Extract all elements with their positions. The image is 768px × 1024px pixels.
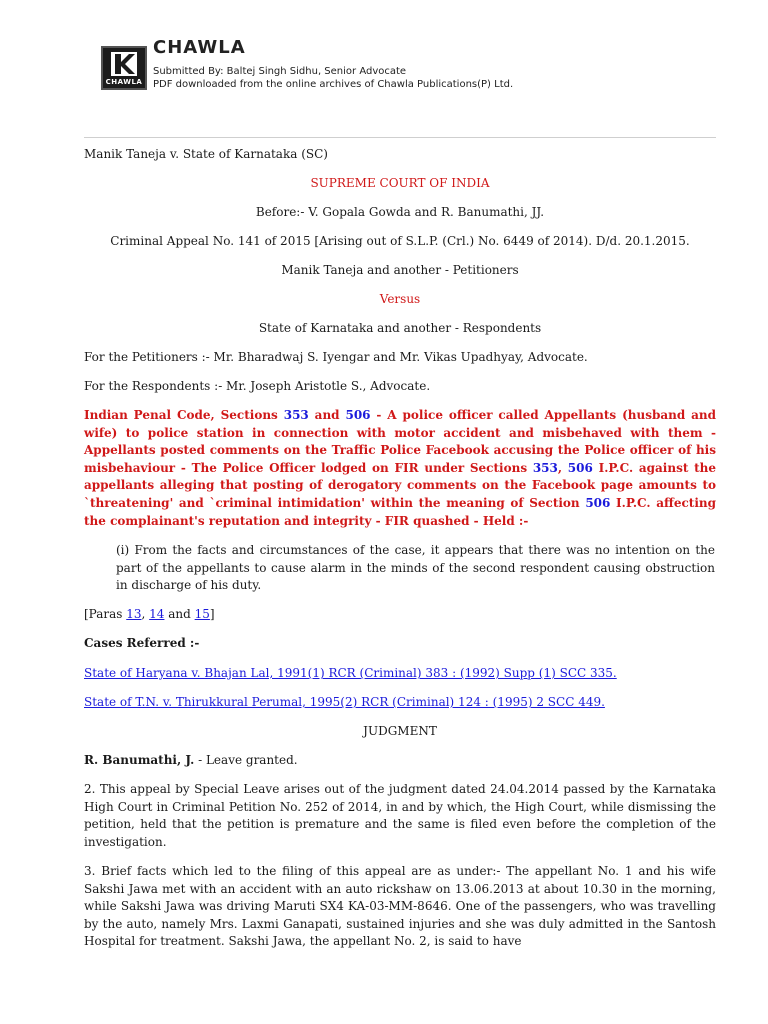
- respondents: State of Karnataka and another - Respondents: [258, 321, 542, 335]
- petitioners: Manik Taneja and another - Petitioners: [281, 263, 519, 277]
- appeal-number: Criminal Appeal No. 141 of 2015 [Arising out of S.L.P. (Crl.) No. 6449 of 2014). D/d. 20.1.2015.: [110, 234, 690, 248]
- case-referred-link: [84, 665, 716, 683]
- case-referred-link: [84, 694, 716, 712]
- para-link-13[interactable]: 13: [126, 607, 142, 621]
- header-divider: [84, 137, 716, 138]
- headnote: Indian Penal Code, Sections 353 and 506 - A police officer called Appellants (husband and wife) to police station in connection with motor accident and misbehaved with them - Appellants posted comments on the Traffic Police Facebook accusing the Police officer of his misbehaviour - The Police Officer lodged on FIR under Sections 353, 506 I.P.C. against the appellants alleging that posting of derogatory comments on the Facebook page amounts to `threatening' and `criminal intimidation' within the meaning of Section 506 I.P.C. affecting the complainant's reputation and integrity - FIR quashed - Held :-: [84, 408, 717, 528]
- judgment-opening: R. Banumathi, J. - Leave granted.: [84, 753, 298, 767]
- case-link-thirukkural-perumal[interactable]: State of T.N. v. Thirukkural Perumal, 1995(2) RCR (Criminal) 124 : (1995) 2 SCC 449.: [84, 695, 605, 709]
- logo-text: CHAWLA: [105, 78, 143, 86]
- section-link-506[interactable]: 506: [345, 408, 371, 422]
- brand-name-clipped: CHAWLA: [153, 37, 246, 58]
- judgment-para-3: 3. Brief facts which led to the filing of this appeal are as under:- The appellant No. 1 and his wife Sakshi Jawa met with an accident with an auto rickshaw on 13.06.2013 at about 10.30 in the morning, while Sakshi Jawa was driving Maruti SX4 KA-03-MM-8646. One of the passengers, who was travelling by the auto, namely Mrs. Laxmi Ganapati, sustained injuries and she was duly admitted in the Santosh Hospital for treatment. Sakshi Jawa, the appellant No. 2, is said to have: [84, 864, 716, 949]
- section-link-506[interactable]: 506: [585, 495, 611, 510]
- judgment-para-2: 2. This appeal by Special Leave arises out of the judgment dated 24.04.2014 passed by the Karnataka High Court in Criminal Petition No. 252 of 2014, in and by which, the High Court, while dismissing the petition, held that the petition is premature and the same is filed even before the completion of the investigation.: [84, 782, 716, 849]
- holding: (i) From the facts and circumstances of the case, it appears that there was no intention on the part of the appellants to cause alarm in the minds of the second respondent causing obstruction in discharge of his duty.: [116, 543, 715, 593]
- court-name: SUPREME COURT OF INDIA: [310, 176, 490, 190]
- para-link-14[interactable]: 14: [149, 607, 165, 621]
- section-link-353[interactable]: 353: [283, 408, 309, 422]
- judgment-heading: JUDGMENT: [363, 724, 437, 738]
- case-link-bhajan-lal[interactable]: State of Haryana v. Bhajan Lal, 1991(1) RCR (Criminal) 383 : (1992) Supp (1) SCC 335.: [84, 666, 617, 680]
- paras-ref: [Paras 13, 14 and 15]: [84, 607, 215, 621]
- counsel-petitioners: For the Petitioners :- Mr. Bharadwaj S. Iyengar and Mr. Vikas Upadhyay, Advocate.: [84, 350, 588, 364]
- submitted-by: Submitted By: Baltej Singh Sidhu, Senior Advocate: [153, 66, 407, 77]
- judge-name: R. Banumathi, J.: [84, 753, 195, 767]
- pdf-source-note: PDF downloaded from the online archives of Chawla Publications(P) Ltd.: [153, 79, 514, 90]
- chawla-logo: [101, 46, 147, 90]
- case-title: Manik Taneja v. State of Karnataka (SC): [84, 147, 328, 161]
- counsel-respondents: For the Respondents :- Mr. Joseph Aristotle S., Advocate.: [84, 379, 431, 393]
- document-header: [101, 37, 721, 94]
- logo-icon: [111, 52, 137, 76]
- section-link-506[interactable]: 506: [567, 460, 593, 475]
- versus: Versus: [379, 292, 421, 306]
- section-link-353[interactable]: 353: [532, 460, 558, 475]
- para-link-15[interactable]: 15: [194, 607, 210, 621]
- bench: Before:- V. Gopala Gowda and R. Banumathi, JJ.: [255, 205, 545, 219]
- cases-referred-heading: Cases Referred :-: [84, 636, 200, 650]
